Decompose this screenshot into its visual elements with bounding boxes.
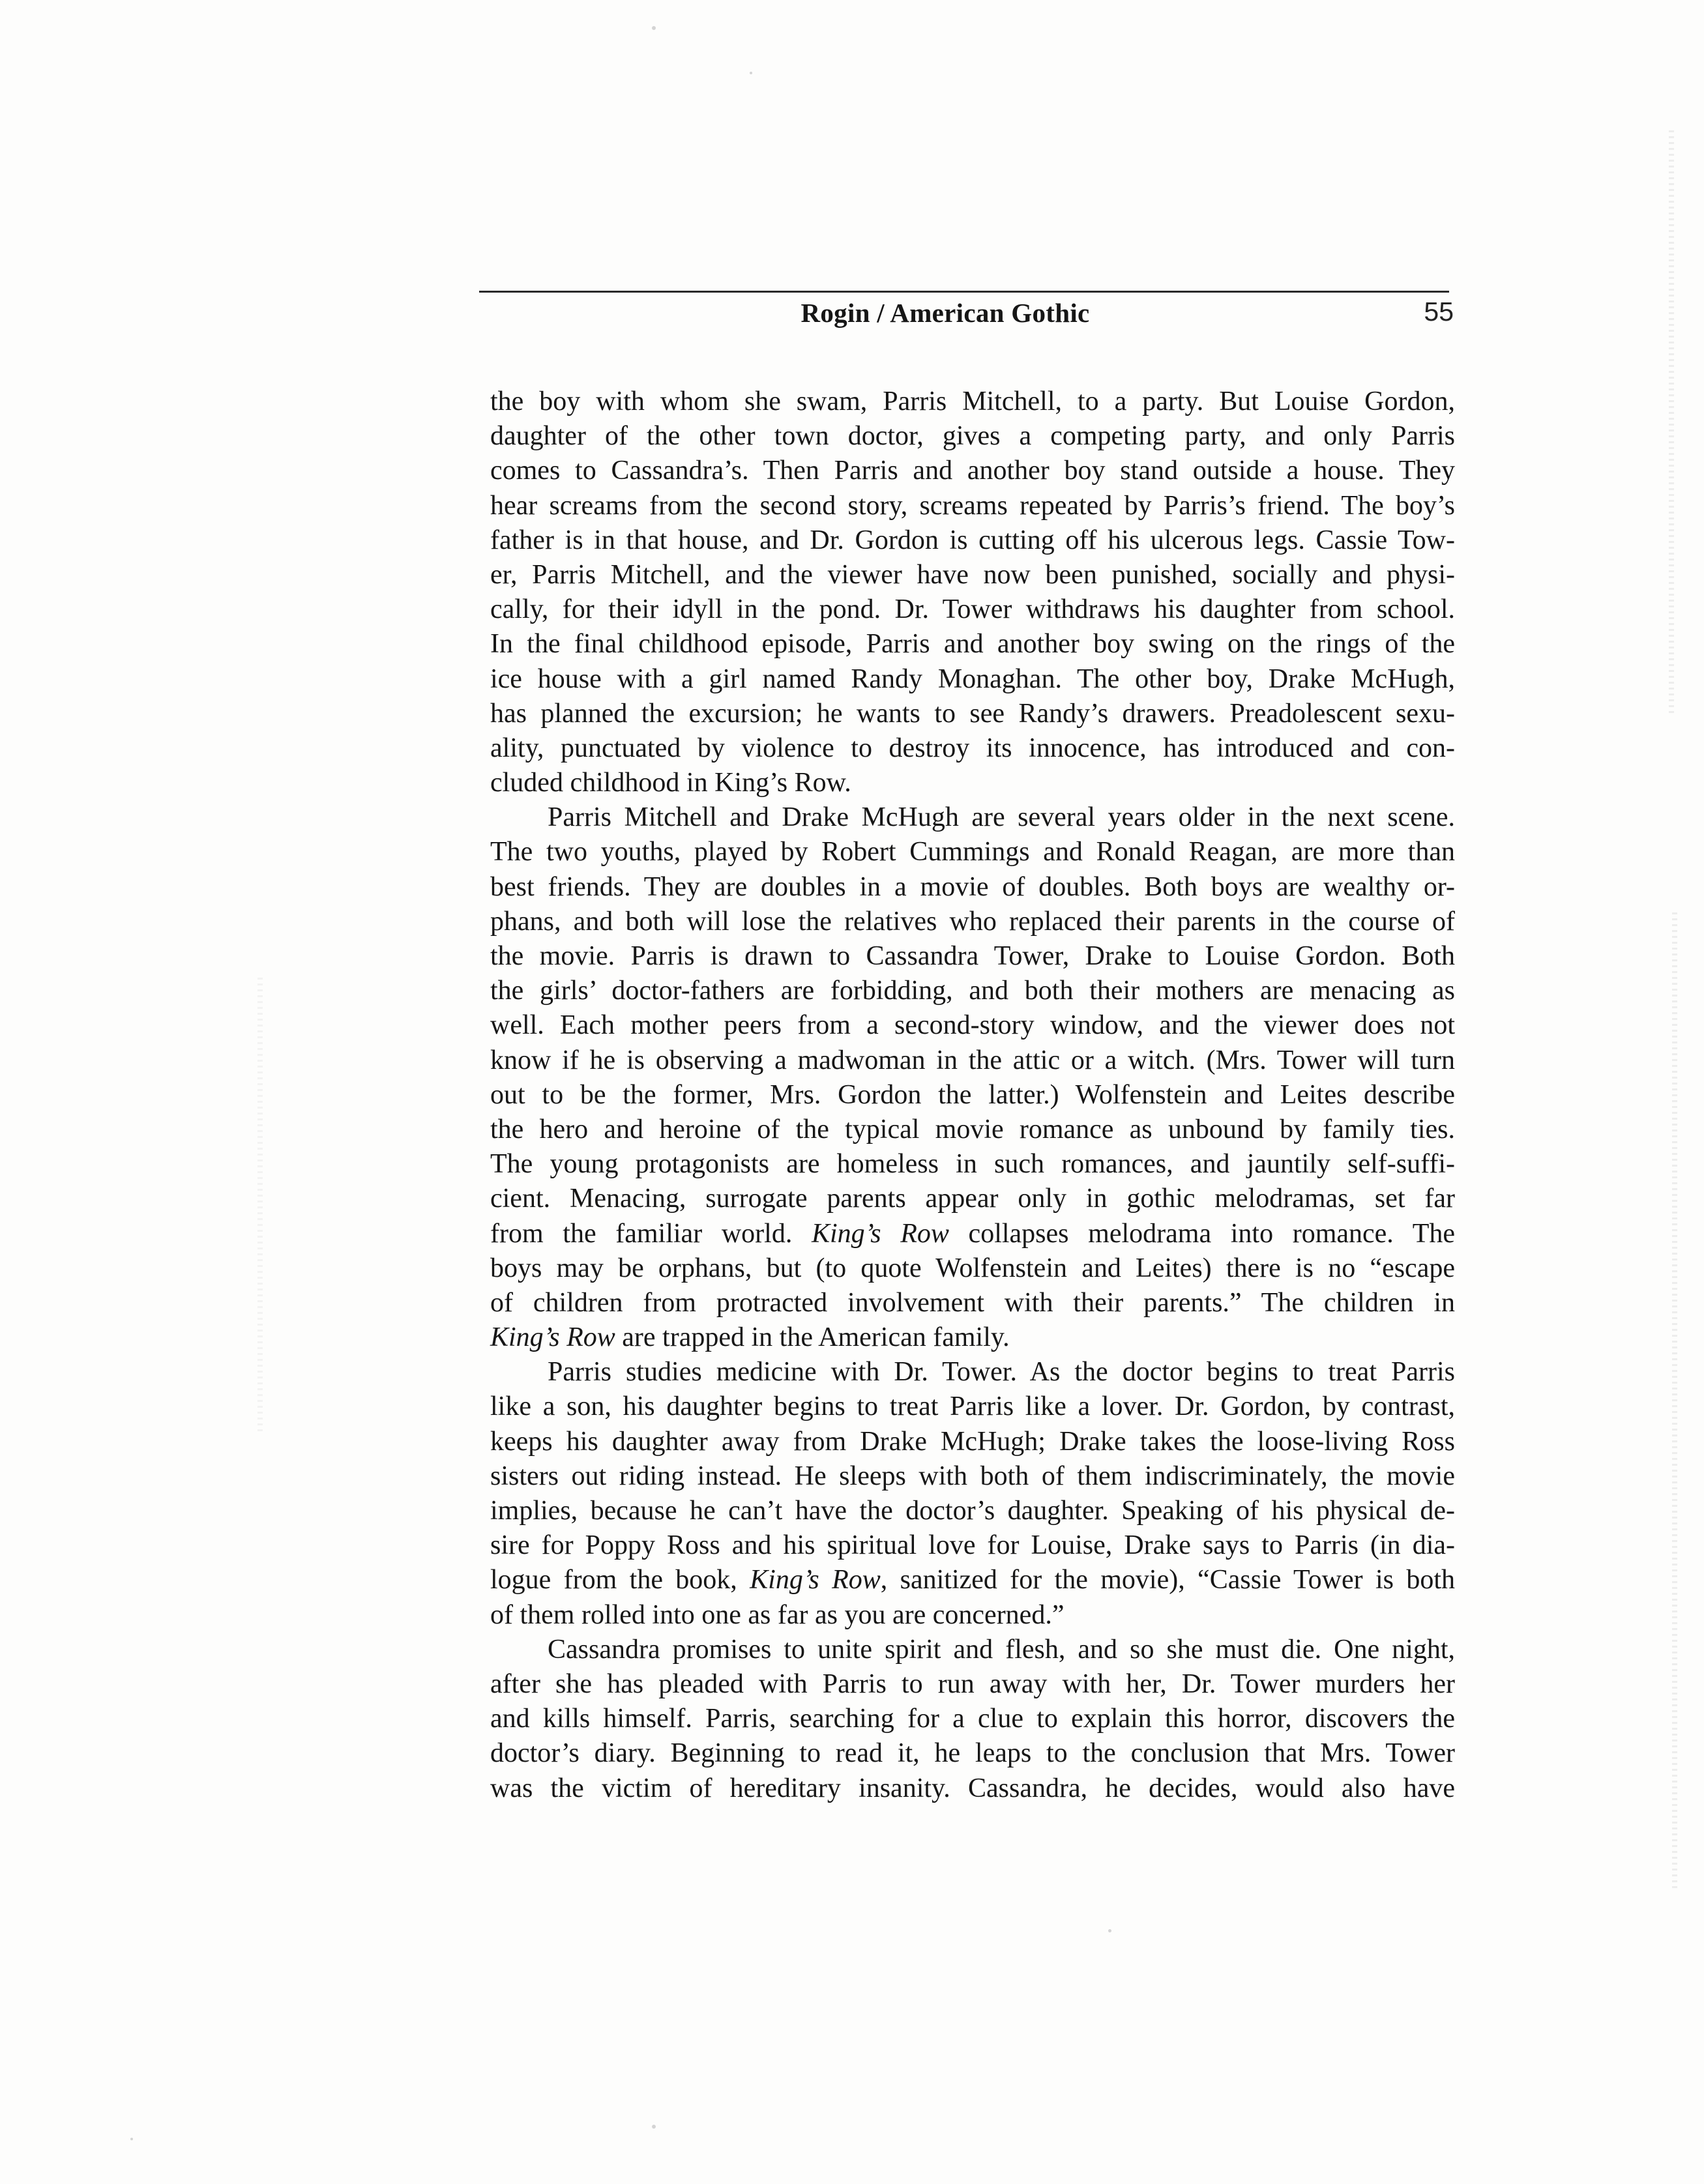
page-number: 55: [1424, 297, 1454, 327]
text-fragment: collapses melodrama into romance. The: [948, 1218, 1455, 1249]
text-line: keeps his daughter away from Drake McHugh; Drake takes the loose-living Ross: [490, 1426, 1455, 1457]
text-line: hear screams from the second story, screams repeated by Parris’s friend. The boy’s: [490, 490, 1455, 521]
text-fragment: are trapped in the American family.: [615, 1322, 1010, 1353]
text-line: cally, for their idyll in the pond. Dr. Tower withdraws his daughter from school.: [490, 594, 1455, 625]
text-fragment: , sanitized for the movie), “Cassie Tower is both: [880, 1565, 1456, 1595]
scan-speck: [1108, 1929, 1111, 1932]
text-line: the hero and heroine of the typical movie romance as unbound by family ties.: [490, 1114, 1455, 1144]
text-line: and kills himself. Parris, searching for a clue to explain this horror, discovers the: [490, 1704, 1455, 1734]
text-line: the movie. Parris is drawn to Cassandra Tower, Drake to Louise Gordon. Both: [490, 941, 1455, 971]
text-line: boys may be orphans, but (to quote Wolfenstein and Leites) there is no “escape: [490, 1253, 1455, 1283]
text-line: Parris Mitchell and Drake McHugh are several years older in the next scene.: [548, 802, 1455, 833]
text-line: implies, because he can’t have the doctor’s daughter. Speaking of his physical de-: [490, 1496, 1455, 1526]
text-line: phans, and both will lose the relatives who replaced their parents in the course of: [490, 906, 1455, 937]
text-line: has planned the excursion; he wants to see Randy’s drawers. Preadolescent sexu-: [490, 698, 1455, 729]
running-head: Rogin / American Gothic: [801, 298, 1090, 328]
text-line: sire for Poppy Ross and his spiritual love for Louise, Drake says to Parris (in dia-: [490, 1530, 1455, 1561]
text-line: The two youths, played by Robert Cummings and Ronald Reagan, are more than: [490, 837, 1455, 867]
italic-title: King’s Row: [750, 1565, 881, 1595]
text-line: the boy with whom she swam, Parris Mitchell, to a party. But Louise Gordon,: [490, 386, 1455, 416]
text-line: er, Parris Mitchell, and the viewer have now been punished, socially and physi-: [490, 559, 1455, 590]
text-line: [490, 1217, 1455, 1251]
text-line: best friends. They are doubles in a movie of doubles. Both boys are wealthy or-: [490, 871, 1455, 902]
text-line: comes to Cassandra’s. Then Parris and another boy stand outside a house. They: [490, 456, 1455, 486]
text-line: [490, 1563, 1455, 1597]
text-line: doctor’s diary. Beginning to read it, he leaps to the conclusion that Mrs. Tower: [490, 1738, 1455, 1769]
header-rule: [479, 291, 1449, 293]
text-line: Cassandra promises to unite spirit and flesh, and so she must die. One night,: [548, 1634, 1455, 1665]
text-line: the girls’ doctor-fathers are forbidding, and both their mothers are menacing as: [490, 976, 1455, 1006]
text-line: sisters out riding instead. He sleeps with both of them indiscriminately, the movie: [490, 1461, 1455, 1491]
scan-edge-noise: [1672, 912, 1677, 1890]
text-line: well. Each mother peers from a second-story window, and the viewer does not: [490, 1010, 1455, 1041]
text-line: ice house with a girl named Randy Monaghan. The other boy, Drake McHugh,: [490, 663, 1455, 694]
text-line: ality, punctuated by violence to destroy its innocence, has introduced and con-: [490, 733, 1455, 763]
text-line: cient. Menacing, surrogate parents appear only in gothic melodramas, set far: [490, 1184, 1455, 1214]
body-text: [490, 385, 1455, 1806]
text-line: after she has pleaded with Parris to run away with her, Dr. Tower murders her: [490, 1668, 1455, 1699]
text-line: know if he is observing a madwoman in the attic or a witch. (Mrs. Tower will turn: [490, 1045, 1455, 1075]
text-line: was the victim of hereditary insanity. Cassandra, he decides, would also have: [490, 1773, 1455, 1803]
text-line: out to be the former, Mrs. Gordon the latter.) Wolfenstein and Leites describe: [490, 1079, 1455, 1110]
text-line: Parris studies medicine with Dr. Tower. As the doctor begins to treat Parris: [548, 1357, 1455, 1388]
italic-title: King’s Row: [811, 1218, 949, 1249]
text-fragment: from the familiar world.: [490, 1218, 793, 1249]
scan-speck: [750, 72, 752, 74]
scan-speck: [130, 2138, 133, 2140]
text-line: of them rolled into one as far as you are concerned.”: [490, 1599, 1065, 1630]
italic-title: King’s Row: [490, 1322, 615, 1353]
text-line: daughter of the other town doctor, gives a competing party, and only Parris: [490, 421, 1455, 452]
text-line: like a son, his daughter begins to treat Parris like a lover. Dr. Gordon, by contrast,: [490, 1391, 1455, 1422]
text-fragment: logue from the book,: [490, 1565, 737, 1595]
text-line: father is in that house, and Dr. Gordon is cutting off his ulcerous legs. Cassie Tow-: [490, 525, 1455, 555]
scan-edge-noise: [1669, 130, 1674, 717]
text-line: [490, 1320, 1455, 1355]
scan-speck: [652, 2125, 656, 2129]
text-line: The young protagonists are homeless in such romances, and jauntily self-suffi-: [490, 1149, 1455, 1180]
scan-speck: [652, 26, 656, 30]
text-line: of children from protracted involvement with their parents.” The children in: [490, 1287, 1455, 1318]
text-line: cluded childhood in King’s Row.: [490, 768, 851, 798]
text-line: In the final childhood episode, Parris and another boy swing on the rings of the: [490, 629, 1455, 660]
scan-edge-noise: [257, 978, 263, 1434]
